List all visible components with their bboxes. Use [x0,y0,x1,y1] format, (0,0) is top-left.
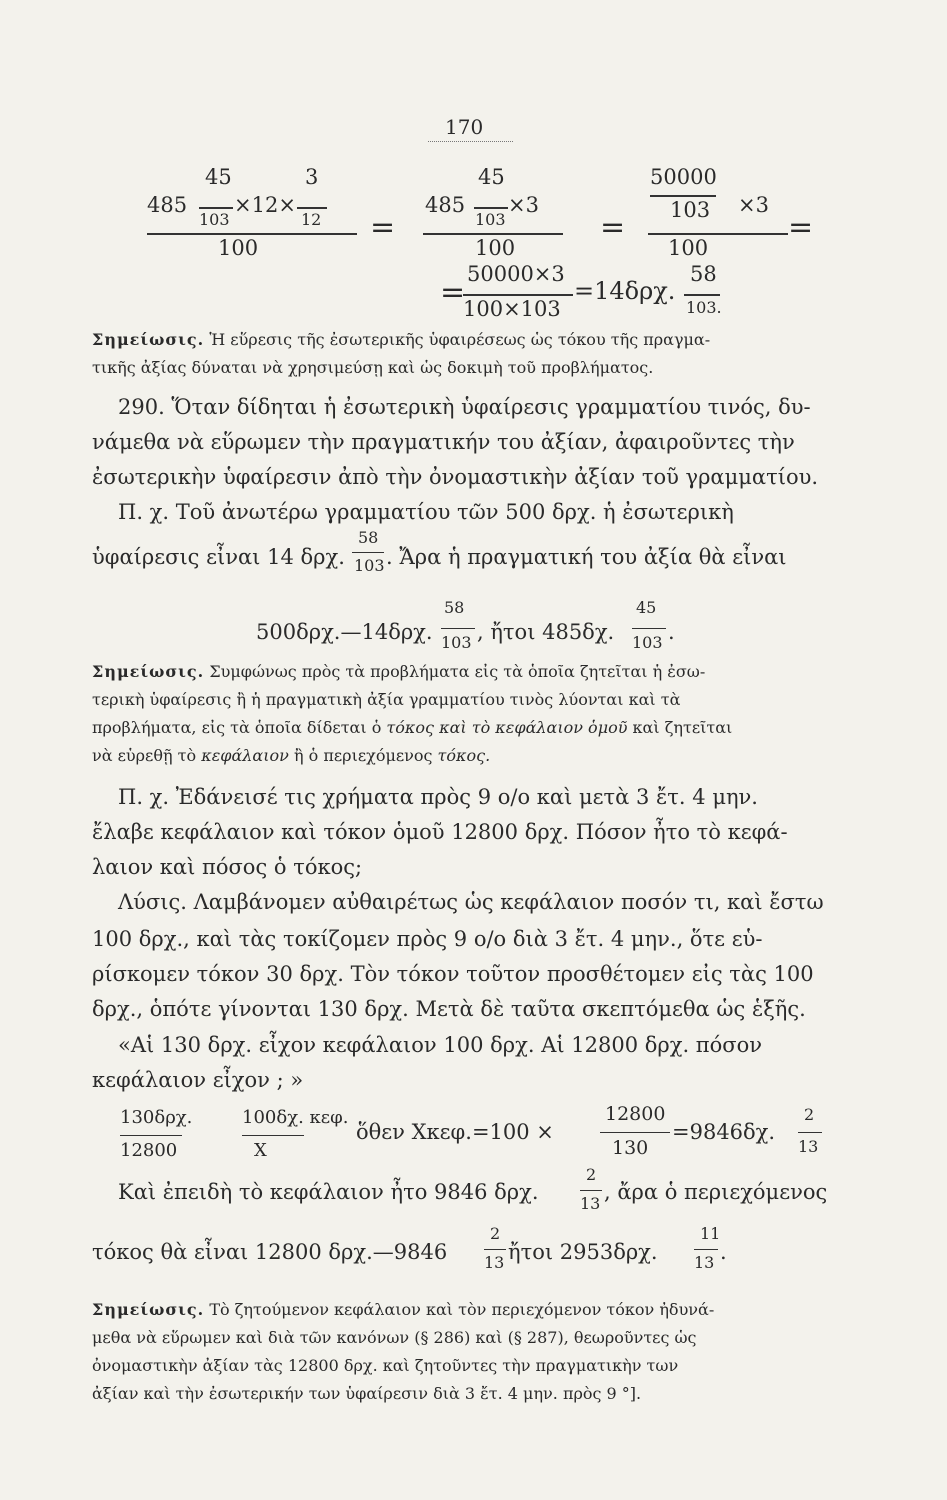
sec290-line4: Π. χ. Τοῦ ἀνωτέρω γραμματίου τῶν 500 δρχ. ἡ ἐσωτερικὴ [118,500,734,524]
eq-b-den: 100 [475,236,516,260]
sec290-frac-bar [352,552,384,553]
concl-l2-bot: 13 [484,1253,505,1272]
note1-text1: Ἡ εὕρεσις τῆς ἐσωτερικῆς ὑφαιρέσεως ὡς τόκου τῆς πραγμα- [209,330,711,349]
note3-line4: ἀξίαν καὶ τὴν ἐσωτερικήν των ὑφαίρεσιν διὰ 3 ἔτ. 4 μην. πρὸς 9 °]. [92,1384,642,1403]
sec290-line3: ἐσωτερικὴν ὑφαίρεσιν ἀπὸ τὴν ὀνομαστικὴν ἀξίαν τοῦ γραμματίου. [92,465,819,489]
eq-d-frac-bot: 103. [686,298,722,317]
concl-l1-bar [580,1190,602,1191]
prop-f-bar [600,1132,670,1133]
eq-b-x3: ×3 [508,193,539,217]
note3-line3: ὀνομαστικὴν ἀξίαν τὰς 12800 δρχ. καὶ ζητοῦντες τὴν πραγματικὴν των [92,1356,679,1375]
solution-line1: Λύσις. Λαμβάνομεν αὐθαιρέτως ὡς κεφάλαιον ποσόν τι, καὶ ἔστω [118,890,824,914]
eq-a-top2: 3 [305,165,319,189]
sec290-eq-f1-top: 58 [444,598,465,617]
sec290-frac-top: 58 [358,528,379,547]
note2-line3-italic: τόκος καὶ τὸ κεφάλαιον ὁμοῦ [386,718,628,737]
solution-line6: κεφάλαιον εἶχον ; » [92,1068,304,1092]
example-line2: ἔλαβε κεφάλαιον καὶ τόκον ὁμοῦ 12800 δρχ. Πόσον ἦτο τὸ κεφά- [92,820,788,844]
sec290-eq-b: , ἤτοι 485δχ. [477,620,615,644]
note3-line2: μεθα νὰ εὕρωμεν καὶ διὰ τῶν κανόνων (§ 286) καὶ (§ 287), θεωροῦντες ὡς [92,1328,697,1347]
example-line1: Π. χ. Ἐδάνεισέ τις χρήματα πρὸς 9 ο/ο καὶ μετὰ 3 ἔτ. 4 μην. [118,785,758,809]
prop-p1-bar [120,1135,182,1136]
sec290-eq-f2-bar [632,628,666,629]
solution-line5: «Αἱ 130 δρχ. εἶχον κεφάλαιον 100 δρχ. Αἱ 12800 δρχ. πόσον [118,1033,762,1057]
sec290-eq-f1-bot: 103 [441,633,472,652]
solution-line2: 100 δρχ., καὶ τὰς τοκίζομεν πρὸς 9 ο/ο διὰ 3 ἔτ. 4 μην., ὅτε εὑ- [92,927,763,951]
concl-l2b: ἤτοι 2953δρχ. [508,1240,658,1264]
concl-l1b: , ἄρα ὁ περιεχόμενος [604,1180,828,1204]
solution-line4: δρχ., ὁπότε γίνονται 130 δρχ. Μετὰ δὲ ταῦτα σκεπτόμεθα ὡς ἑξῆς. [92,997,806,1021]
sec290-line1: 290. Ὅταν δίδηται ἡ ἐσωτερικὴ ὑφαίρεσις γραμματίου τινός, δυ- [118,395,811,419]
sec290-line5a: ὑφαίρεσις εἶναι 14 δρχ. [92,545,345,569]
note2-line3a: προβλήματα, εἰς τὰ ὁποῖα δίδεται ὁ [92,718,387,737]
sec290-eq-a: 500δρχ.—14δρχ. [256,620,433,644]
prop-f-top: 12800 [605,1103,666,1125]
concl-l1a: Καὶ ἐπειδὴ τὸ κεφάλαιον ἦτο 9846 δρχ. [118,1180,539,1204]
eq-c-x3: ×3 [738,193,769,217]
note2-line1 [92,662,852,681]
sec290-eq-f2-bot: 103 [632,633,663,652]
note2-head: Σημείωσις. [92,662,205,681]
note2-line4 [92,746,852,765]
page-number-rule [428,141,513,142]
concl-l1-top: 2 [586,1165,597,1184]
eq-d-frac-top: 58 [690,262,717,286]
eq-d-num: 50000×3 [467,262,565,286]
eq-a-main: 485 [147,193,188,217]
sec290-eq-end: . [668,620,675,644]
prop-p1-bot: 12800 [120,1140,178,1161]
eq-b-main: 485 [425,193,466,217]
eq-c-sub: 103 [670,198,711,222]
note2-line3b: καὶ ζητεῖται [627,718,733,737]
note1-line1 [92,330,852,349]
prop-r-bot: 13 [798,1137,819,1156]
sec290-frac-bot: 103 [354,556,385,575]
prop-r-bar [798,1132,822,1133]
eq-a-top: 45 [205,165,232,189]
concl-l2a: τόκος θὰ εἶναι 12800 δρχ.—9846 [92,1240,448,1264]
prop-r-top: 2 [804,1105,815,1124]
note2-line4a: νὰ εὑρεθῇ τὸ [92,746,202,765]
eq-d-eq: = [440,275,466,310]
eq-a-sub2: 12 [301,210,322,229]
note3-line1 [92,1300,852,1319]
prop-p1-top: 130δρχ. [120,1107,193,1128]
sec290-line2: νάμεθα νὰ εὕρωμεν τὴν πραγματικήν του ἀξίαν, ἀφαιροῦντες τὴν [92,430,795,454]
note3-head: Σημείωσις. [92,1300,205,1319]
concl-l2-bar2 [694,1249,718,1250]
eq-a-den: 100 [218,236,259,260]
eq-c-bar [648,233,788,235]
prop-p2-top: 100δχ. κεφ. [242,1107,349,1128]
sec290-eq-f2-top: 45 [636,598,657,617]
prop-mid: ὅθεν Χκεφ.=100 × [356,1120,554,1144]
eq-b-bar [423,233,563,235]
concl-l2-bar [484,1249,506,1250]
eq-d-den: 100×103 [463,297,561,321]
eq-sign-1: = [370,210,396,245]
solution-line3: ρίσκομεν τόκον 30 δρχ. Τὸν τόκον τοῦτον προσθέτομεν εἰς τὰς 100 [92,962,814,986]
eq-b-top: 45 [478,165,505,189]
eq-c-den: 100 [668,236,709,260]
page-number: 170 [445,115,484,139]
note2-line4b: ἢ ὁ περιεχόμενος [288,746,438,765]
eq-a-inner-bar2 [297,207,327,209]
eq-c-inner-bar [650,195,716,197]
eq-a-bar [147,233,357,235]
note1-line2: τικῆς ἀξίας δύναται νὰ χρησιμεύσῃ καὶ ὡς δοκιμὴ τοῦ προβλήματος. [92,358,654,377]
prop-f-bot: 130 [612,1137,649,1159]
concl-l2-top2: 11 [700,1224,721,1243]
eq-b-sub: 103 [475,210,506,229]
note2-line2: τερικὴ ὑφαίρεσις ἢ ἡ πραγματικὴ ἀξία γραμματίου τινὸς λύονται καὶ τὰ [92,690,681,709]
eq-d-bar [463,294,573,296]
prop-p2-bar [242,1135,304,1136]
note1-head: Σημείωσις. [92,330,205,349]
note3-text1: Τὸ ζητούμενον κεφάλαιον καὶ τὸν περιεχόμενον τόκον ἠδυνά- [209,1300,715,1319]
concl-l2-top: 2 [490,1224,501,1243]
concl-l2-bot2: 13 [694,1253,715,1272]
sec290-line5b: . Ἄρα ἡ πραγματική του ἀξία θὰ εἶναι [386,545,787,569]
sec290-eq-f1-bar [441,628,475,629]
eq-sign-2: = [600,210,626,245]
eq-a-inner-bar [199,207,233,209]
concl-l2c: . [720,1240,727,1264]
note2-text1: Συμφώνως πρὸς τὰ προβλήματα εἰς τὰ ὁποῖα ζητεῖται ἡ ἐσω- [209,662,706,681]
prop-res: =9846δχ. [672,1120,776,1144]
prop-p2-bot: Χ [254,1140,267,1161]
eq-b-inner-bar [474,207,508,209]
eq-sign-3: = [788,210,814,245]
eq-d-res: =14δρχ. [574,277,676,305]
note2-line3 [92,718,852,737]
eq-a-x12: ×12× [234,193,296,217]
note2-line4-italic1: κεφάλαιον [201,746,289,765]
eq-c-top: 50000 [650,165,717,189]
eq-a-sub: 103 [199,210,230,229]
eq-d-frac-bar [684,294,720,296]
concl-l1-bot: 13 [580,1194,601,1213]
example-line3: λαιον καὶ πόσος ὁ τόκος; [92,855,363,879]
note2-line4-italic2: τόκος. [437,746,491,765]
